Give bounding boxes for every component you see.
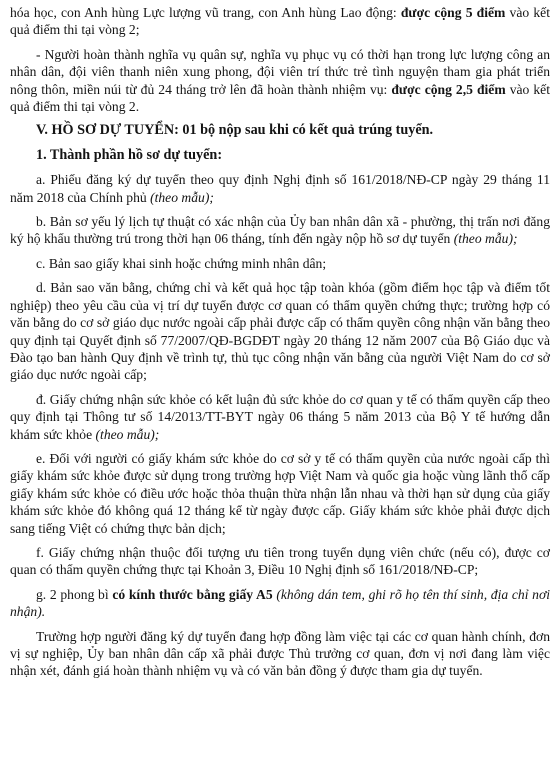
item-a-note: (theo mẫu);: [150, 189, 214, 205]
item-e: [10, 450, 550, 537]
item-f: [10, 544, 550, 579]
item-f-text: f. Giấy chứng nhận thuộc đối tượng ưu tiên trong tuyển dụng viên chức (nếu có), được cơ quan có thẩm quyền chứng thực tại Khoản 3, Điều 10 Nghị định số 161/2018/NĐ-CP;: [10, 544, 550, 578]
item-c: [10, 255, 550, 272]
item-dd-note: (theo mẫu);: [95, 426, 160, 442]
p0-text-1: hóa học, con Anh hùng Lực lượng vũ trang, con Anh hùng Lao động:: [10, 5, 401, 20]
subsection-heading-1: [10, 147, 550, 164]
item-b-note: (theo mẫu);: [453, 231, 518, 247]
p0-text-2: vào kết quả điểm thi tại vòng 2;: [10, 5, 550, 38]
p0-bonus-5-points: được cộng 5 điểm: [400, 5, 506, 20]
closing-paragraph: [10, 628, 550, 680]
section-v-title: V. HỒ SƠ DỰ TUYỂN: 01 bộ nộp sau khi có kết quả trúng tuyển.: [36, 122, 434, 139]
paragraph-p1: [10, 46, 550, 116]
section-heading-v: [10, 122, 550, 139]
item-dd-text: đ. Giấy chứng nhận sức khỏe có kết luận đủ sức khỏe do cơ quan y tế có thẩm quyền cấp theo quy định tại Thông tư số 14/2013/TT-BYT ngày 06 tháng 5 năm 2013 của Bộ Y tế hướng dẫn khám sức khỏe: [10, 391, 550, 442]
p1-bonus-2-5-points: được cộng 2,5 điểm: [391, 81, 506, 97]
p1-text-2: vào kết quả điểm thi tại vòng 2.: [10, 81, 550, 115]
item-dd: [10, 391, 550, 443]
item-c-text: c. Bản sao giấy khai sinh hoặc chứng minh nhân dân;: [36, 255, 327, 271]
item-g-envelope-size: có kính thước bằng giấy A5: [112, 586, 273, 602]
item-d: [10, 279, 550, 383]
item-b-text: b. Bản sơ yếu lý lịch tự thuật có xác nhận của Ủy ban nhân dân xã - phường, thị trấn nơi đăng ký hộ khẩu thường trú trong thời hạn 06 tháng, tính đến ngày nộp hồ sơ dự tuyển: [10, 214, 550, 247]
item-e-text: e. Đối với người có giấy khám sức khỏe do cơ sở y tế có thẩm quyền của nước ngoài cấp thì giấy khám sức khỏe được sử dụng trong trường hợp Việt Nam và quốc gia hoặc vùng lãnh thổ cấp giấy khám sức khỏe có điều ước hoặc thỏa thuận thừa nhận lẫn nhau và thời hạn sử dụng của giấy khám sức khỏe đó không quá 12 tháng kể từ ngày được cấp. Giấy khám sức khỏe phải được dịch sang tiếng Việt có chứng thực bản dịch;: [10, 450, 550, 536]
subsection-1-title: 1. Thành phần hồ sơ dự tuyển:: [36, 146, 223, 163]
item-g: [10, 586, 550, 621]
item-d-text: d. Bản sao văn bằng, chứng chỉ và kết quả học tập toàn khóa (gồm điểm học tập và điểm tốt nghiệp) theo yêu cầu của vị trí dự tuyển được cơ quan có thẩm quyền chứng thực; trường hợp có văn bằng do cơ sở giáo dục nước ngoài cấp phải được cấp có thẩm quyền công nhận văn bằng theo quy định tại Quyết định số 77/2007/QĐ-BGDĐT ngày 20 tháng 12 năm 2007 của Bộ Giáo dục và Đào tạo ban hành Quy định về trình tự, thủ tục công nhận văn bằng của người Việt Nam do cơ sở giáo dục nước ngoài cấp;: [10, 280, 550, 383]
item-g-note: (không dán tem, ghi rõ họ tên thí sinh, địa chỉ nơi nhận).: [10, 586, 550, 620]
item-g-text-1: g. 2 phong bì: [36, 586, 113, 602]
p1-text-1: - Người hoàn thành nghĩa vụ quân sự, nghĩa vụ phục vụ có thời hạn trong lực lượng công an nhân dân, đội viên thanh niên xung phong, đội viên trí thức trẻ tình nguyện tham gia phát triển nông thôn, miền núi từ đủ 24 tháng trở lên đã hoàn thành nhiệm vụ:: [10, 46, 550, 97]
item-a: [10, 171, 550, 206]
item-a-text: a. Phiếu đăng ký dự tuyển theo quy định Nghị định số 161/2018/NĐ-CP ngày 29 tháng 11 năm 2018 của Chính phủ: [10, 172, 550, 205]
paragraph-p0: [10, 4, 550, 39]
item-b: [10, 213, 550, 248]
closing-text: Trường hợp người đăng ký dự tuyển đang hợp đồng làm việc tại các cơ quan hành chính, đơn vị sự nghiệp, Ủy ban nhân dân cấp xã phải được Thủ trưởng cơ quan, đơn vị nơi đang làm việc nhận xét, đánh giá hoàn thành nhiệm vụ và có văn bản đồng ý được tham gia dự tuyển.: [10, 628, 550, 679]
